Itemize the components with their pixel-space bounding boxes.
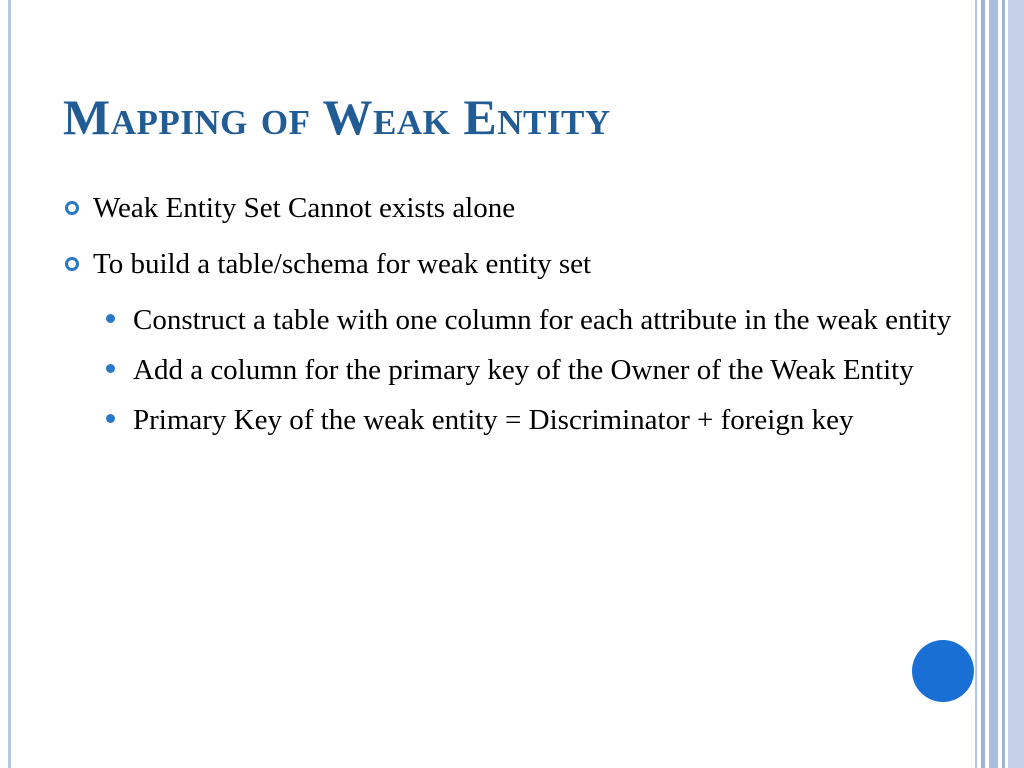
bullet-item	[63, 188, 968, 228]
filled-dot-bullet-icon	[106, 314, 115, 323]
sub-bullet-text: Construct a table with one column for each attribute in the weak entity	[133, 304, 952, 336]
bullet-item	[63, 244, 968, 284]
slide-content	[63, 188, 968, 450]
blue-circle-decoration	[912, 640, 974, 702]
hollow-circle-bullet-icon	[65, 201, 79, 215]
stripe	[989, 0, 998, 768]
left-frame-line	[8, 0, 11, 768]
stripe	[981, 0, 985, 768]
stripe	[1002, 0, 1005, 768]
bullet-text: To build a table/schema for weak entity set	[93, 248, 592, 280]
filled-dot-bullet-icon	[106, 364, 115, 373]
bullet-text: Weak Entity Set Cannot exists alone	[93, 192, 516, 224]
slide-title: Mapping of Weak Entity	[63, 89, 611, 145]
sub-bullet-item	[91, 300, 968, 340]
sub-bullet-text: Add a column for the primary key of the Owner of the Weak Entity	[133, 354, 914, 386]
sub-bullet-item	[91, 350, 968, 390]
stripe	[975, 0, 977, 768]
sub-bullet-item	[91, 400, 968, 440]
right-decorative-stripes	[975, 0, 1024, 768]
sub-bullet-text: Primary Key of the weak entity = Discriminator + foreign key	[133, 404, 854, 436]
filled-dot-bullet-icon	[106, 414, 115, 423]
hollow-circle-bullet-icon	[65, 257, 79, 271]
sub-bullet-list	[63, 300, 968, 440]
stripe	[1008, 0, 1024, 768]
